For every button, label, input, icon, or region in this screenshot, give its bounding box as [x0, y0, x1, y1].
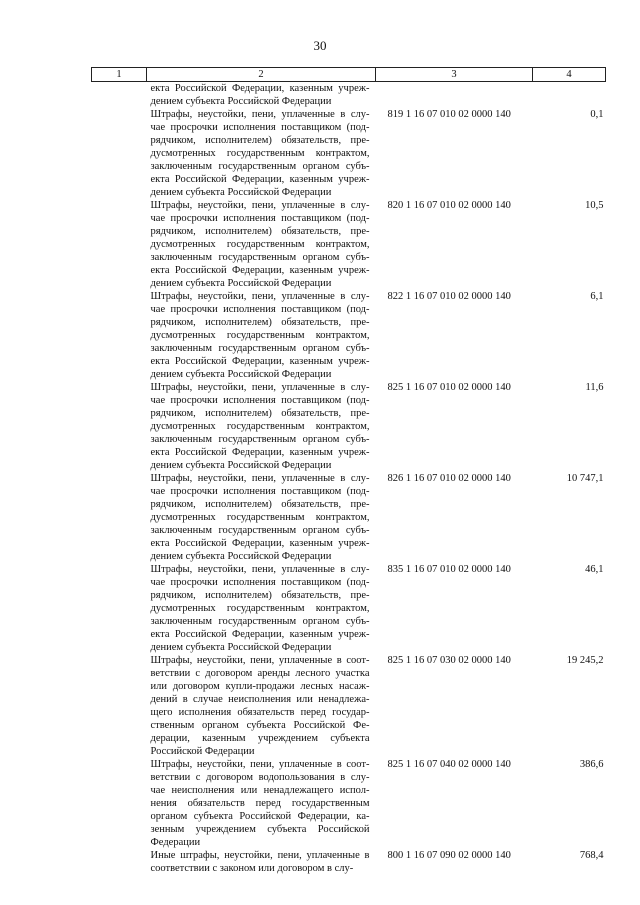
description-line: Штрафы, неустойки, пени, уплаченные в слу-: [150, 473, 370, 484]
description-line: рядчиком, исполнителем) обязательств, пре-: [150, 317, 370, 328]
row-description: [147, 199, 376, 290]
row-description: [147, 381, 376, 472]
empty-cell: [92, 82, 147, 109]
description-line: дусмотренных государственным контрактом,: [150, 148, 370, 159]
column-header-2: 2: [147, 68, 376, 82]
row-amount: 768,4: [579, 850, 604, 861]
empty-cell: [92, 108, 147, 199]
column-header-1: 1: [92, 68, 147, 82]
description-line: заключенным государственным органом субъ-: [150, 343, 370, 354]
column-header-4: 4: [533, 68, 606, 82]
page-number: 30: [313, 38, 327, 53]
description-line: щего исполнения обязательств перед государ-: [150, 707, 370, 718]
description-line: дением субъекта Российской Федерации: [150, 278, 332, 289]
empty-cell: [92, 758, 147, 849]
description-line: заключенным государственным органом субъ-: [150, 434, 370, 445]
description-line: екта Российской Федерации, казенным учреж-: [150, 356, 370, 367]
row-amount: 46,1: [585, 564, 604, 575]
description-line: ственным органом субъекта Российской Фе-: [150, 720, 370, 731]
row-description: [147, 654, 376, 758]
row-description: [147, 108, 376, 199]
description-line: чае просрочки исполнения поставщиком (под-: [150, 395, 370, 406]
description-line: екта Российской Федерации, казенным учреж-: [150, 174, 370, 185]
row-amount: 10,5: [585, 200, 604, 211]
description-line: чае просрочки исполнения поставщиком (под-: [150, 486, 370, 497]
row-budget-code: 819 1 16 07 010 02 0000 140: [387, 109, 511, 120]
row-description: [147, 563, 376, 654]
row-description: [147, 472, 376, 563]
description-line: зенным учреждением субъекта Российской: [150, 824, 370, 835]
row-amount: 11,6: [585, 382, 604, 393]
description-line: екта Российской Федерации, казенным учреж-: [150, 538, 370, 549]
description-line: рядчиком, исполнителем) обязательств, пре-: [150, 408, 370, 419]
row-amount: 10 747,1: [566, 473, 604, 484]
row-budget-code: 826 1 16 07 010 02 0000 140: [387, 473, 511, 484]
description-line: дением субъекта Российской Федерации: [150, 551, 332, 562]
description-line: дением субъекта Российской Федерации: [150, 369, 332, 380]
empty-cell: [92, 654, 147, 758]
description-line: чае просрочки исполнения поставщиком (под-: [150, 577, 370, 588]
empty-cell: [92, 381, 147, 472]
row-description: [147, 758, 376, 849]
description-line: рядчиком, исполнителем) обязательств, пре-: [150, 590, 370, 601]
description-line: екта Российской Федерации, казенным учреж-: [150, 447, 370, 458]
description-line: Штрафы, неустойки, пени, уплаченные в соот-: [150, 759, 370, 770]
description-line: дений в случае неисполнения или ненадлежа-: [150, 694, 370, 705]
empty-cell: [92, 472, 147, 563]
description-line: заключенным государственным органом субъ-: [150, 252, 370, 263]
description-line: дусмотренных государственным контрактом,: [150, 239, 370, 250]
description-line: дерации, казенным учреждением субъекта: [150, 733, 370, 744]
table-body: [92, 82, 606, 876]
description-line: чае просрочки исполнения поставщиком (под-: [150, 122, 370, 133]
description-line: Штрафы, неустойки, пени, уплаченные в соот-: [150, 655, 370, 666]
description-line: Федерации: [150, 837, 201, 848]
table-row: [92, 381, 606, 472]
description-line: Штрафы, неустойки, пени, уплаченные в слу-: [150, 200, 370, 211]
description-line: ветствии с договором аренды лесного участка: [150, 668, 370, 679]
description-line: чае неисполнения или ненадлежащего испол-: [150, 785, 370, 796]
description-line: заключенным государственным органом субъ-: [150, 616, 370, 627]
row-description: [147, 849, 376, 875]
description-line: дением субъекта Российской Федерации: [150, 96, 332, 107]
description-line: Иные штрафы, неустойки, пени, уплаченные в: [150, 850, 370, 861]
description-line: екта Российской Федерации, казенным учреж-: [150, 265, 370, 276]
description-line: дусмотренных государственным контрактом,: [150, 512, 370, 523]
description-line: нения обязательств перед государственным: [150, 798, 370, 809]
table-row: [92, 758, 606, 849]
description-line: заключенным государственным органом субъ-: [150, 161, 370, 172]
description-line: чае просрочки исполнения поставщиком (под-: [150, 304, 370, 315]
description-line: Штрафы, неустойки, пени, уплаченные в слу-: [150, 291, 370, 302]
description-line: рядчиком, исполнителем) обязательств, пре-: [150, 499, 370, 510]
row-budget-code: 825 1 16 07 010 02 0000 140: [387, 382, 511, 393]
row-description: [147, 290, 376, 381]
table-header-row: [92, 68, 606, 82]
row-amount: 19 245,2: [566, 655, 604, 666]
revenue-table: [91, 67, 606, 875]
row-budget-code: 835 1 16 07 010 02 0000 140: [387, 564, 511, 575]
empty-cell: [92, 199, 147, 290]
row-budget-code: 825 1 16 07 030 02 0000 140: [387, 655, 511, 666]
description-line: дением субъекта Российской Федерации: [150, 642, 332, 653]
description-line: дением субъекта Российской Федерации: [150, 187, 332, 198]
description-line: Штрафы, неустойки, пени, уплаченные в слу-: [150, 382, 370, 393]
table-row: [92, 82, 606, 109]
empty-cell: [92, 563, 147, 654]
description-line: екта Российской Федерации, казенным учреж-: [150, 629, 370, 640]
description-line: Штрафы, неустойки, пени, уплаченные в слу-: [150, 109, 370, 120]
row-description: [147, 82, 376, 109]
description-line: дусмотренных государственным контрактом,: [150, 603, 370, 614]
table-row: [92, 563, 606, 654]
description-line: екта Российской Федерации, казенным учреж-: [150, 83, 370, 94]
row-budget-code: 800 1 16 07 090 02 0000 140: [387, 850, 511, 861]
table-row: [92, 199, 606, 290]
row-budget-code: 820 1 16 07 010 02 0000 140: [387, 200, 511, 211]
table-row: [92, 849, 606, 875]
description-line: рядчиком, исполнителем) обязательств, пре-: [150, 226, 370, 237]
row-amount: 386,6: [579, 759, 604, 770]
empty-cell: [92, 849, 147, 875]
description-line: чае просрочки исполнения поставщиком (под-: [150, 213, 370, 224]
row-budget-code: [376, 82, 533, 109]
row-amount: 0,1: [590, 109, 604, 120]
table-row: [92, 654, 606, 758]
row-amount: 6,1: [590, 291, 604, 302]
description-line: или договором купли-продажи лесных насаж-: [150, 681, 370, 692]
row-budget-code: 825 1 16 07 040 02 0000 140: [387, 759, 511, 770]
description-line: дусмотренных государственным контрактом,: [150, 330, 370, 341]
description-line: Штрафы, неустойки, пени, уплаченные в слу-: [150, 564, 370, 575]
description-line: дением субъекта Российской Федерации: [150, 460, 332, 471]
row-budget-code: 822 1 16 07 010 02 0000 140: [387, 291, 511, 302]
description-line: соответствии с законом или договором в слу-: [150, 863, 354, 874]
empty-cell: [92, 290, 147, 381]
description-line: органом субъекта Российской Федерации, ка-: [150, 811, 370, 822]
description-line: дусмотренных государственным контрактом,: [150, 421, 370, 432]
table-row: [92, 108, 606, 199]
table-row: [92, 290, 606, 381]
description-line: ветствии с договором водопользования в слу-: [150, 772, 370, 783]
table-row: [92, 472, 606, 563]
description-line: рядчиком, исполнителем) обязательств, пре-: [150, 135, 370, 146]
description-line: Российской Федерации: [150, 746, 255, 757]
description-line: заключенным государственным органом субъ-: [150, 525, 370, 536]
column-header-3: 3: [376, 68, 533, 82]
row-amount: [533, 82, 606, 109]
